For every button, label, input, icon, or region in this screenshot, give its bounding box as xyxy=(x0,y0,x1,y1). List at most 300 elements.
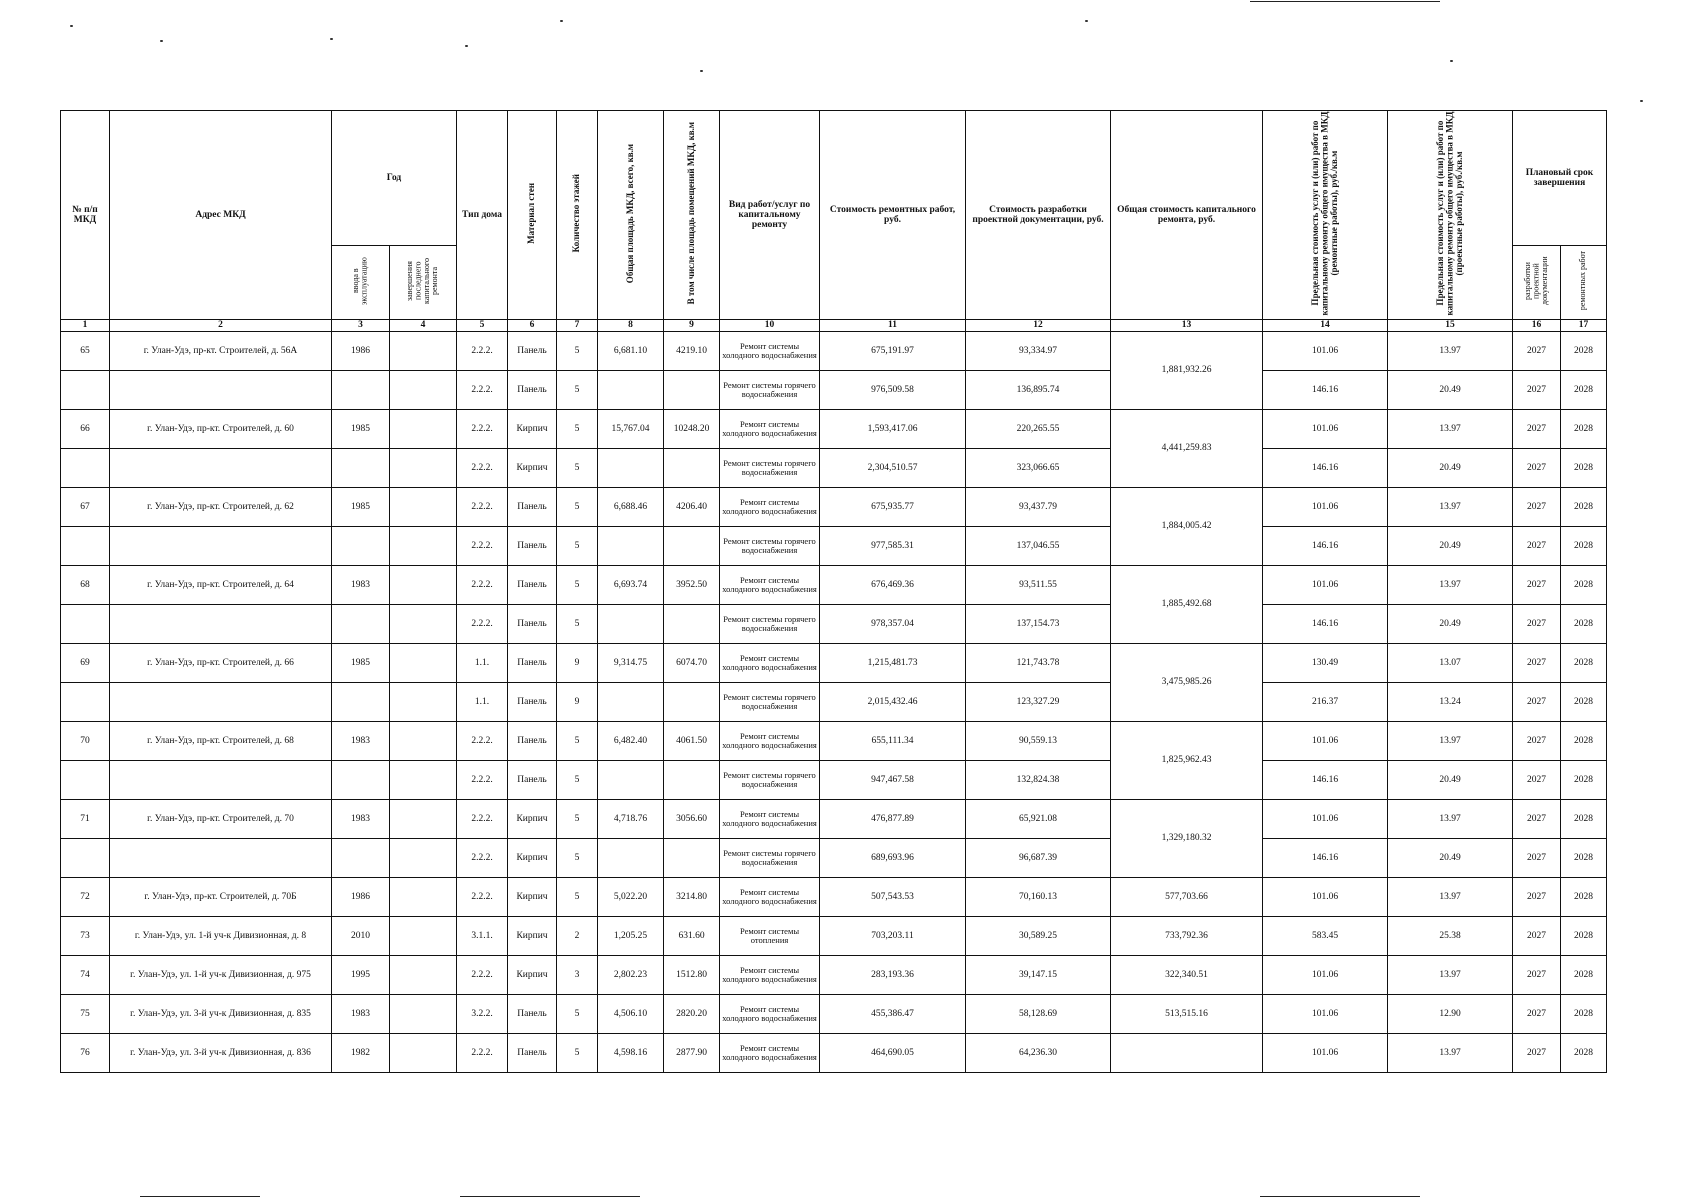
term-design: 2027 xyxy=(1513,877,1561,916)
wall-material: Кирпич xyxy=(508,799,557,838)
house-number: 69 xyxy=(61,643,110,682)
col-header-rooms-area-text: В том числе площадь помещений МКД, кв.м xyxy=(685,122,696,305)
term-repair: 2028 xyxy=(1561,643,1607,682)
table-row xyxy=(61,448,1607,487)
capital-repair-sheet xyxy=(60,110,1607,1073)
work-type: Ремонт системы холодного водоснабжения xyxy=(720,643,820,682)
limit-repair-cost: 101.06 xyxy=(1263,487,1388,526)
house-address xyxy=(110,448,332,487)
column-number: 11 xyxy=(820,320,966,331)
limit-repair-cost: 101.06 xyxy=(1263,994,1388,1033)
floors-count: 5 xyxy=(557,487,598,526)
limit-repair-cost: 146.16 xyxy=(1263,448,1388,487)
year-last-repair xyxy=(390,799,457,838)
col-header-year-last-repair-text: завершения последнего капитального ремонта xyxy=(405,258,440,304)
term-design: 2027 xyxy=(1513,838,1561,877)
term-design: 2027 xyxy=(1513,526,1561,565)
rooms-area: 3056.60 xyxy=(664,799,720,838)
design-cost: 137,046.55 xyxy=(966,526,1111,565)
house-number: 67 xyxy=(61,487,110,526)
house-type: 2.2.2. xyxy=(457,760,508,799)
year-last-repair xyxy=(390,760,457,799)
house-address: г. Улан-Удэ, ул. 3-й уч-к Дивизионная, д. 835 xyxy=(110,994,332,1033)
repair-cost: 976,509.58 xyxy=(820,370,966,409)
rooms-area xyxy=(664,682,720,721)
work-type: Ремонт системы горячего водоснабжения xyxy=(720,448,820,487)
house-address xyxy=(110,760,332,799)
term-repair: 2028 xyxy=(1561,526,1607,565)
house-address: г. Улан-Удэ, ул. 1-й уч-к Дивизионная, д. 975 xyxy=(110,955,332,994)
house-address xyxy=(110,682,332,721)
design-cost: 58,128.69 xyxy=(966,994,1111,1033)
year-last-repair xyxy=(390,331,457,370)
column-number: 1 xyxy=(61,320,110,331)
rooms-area xyxy=(664,604,720,643)
wall-material: Кирпич xyxy=(508,448,557,487)
wall-material: Панель xyxy=(508,682,557,721)
house-type: 2.2.2. xyxy=(457,448,508,487)
repair-cost: 676,469.36 xyxy=(820,565,966,604)
col-header-limit-repair-text: Предельная стоимость услуг и (или) работ по капитальному ремонту общего имущества в МКД (ремонтные работы), руб./кв.м xyxy=(1309,111,1339,316)
rooms-area xyxy=(664,526,720,565)
table-row xyxy=(61,409,1607,448)
year-commissioning: 1983 xyxy=(332,799,390,838)
limit-design-cost: 25.38 xyxy=(1388,916,1513,955)
term-design: 2027 xyxy=(1513,760,1561,799)
col-header-floors-text: Количество этажей xyxy=(571,174,582,253)
design-cost: 121,743.78 xyxy=(966,643,1111,682)
limit-design-cost: 13.97 xyxy=(1388,721,1513,760)
limit-design-cost: 13.97 xyxy=(1388,565,1513,604)
design-cost: 93,334.97 xyxy=(966,331,1111,370)
wall-material: Кирпич xyxy=(508,955,557,994)
year-commissioning: 1985 xyxy=(332,487,390,526)
floors-count: 5 xyxy=(557,370,598,409)
house-number: 68 xyxy=(61,565,110,604)
repair-cost: 464,690.05 xyxy=(820,1033,966,1072)
column-number: 16 xyxy=(1513,320,1561,331)
total-area xyxy=(598,604,664,643)
house-address: г. Улан-Удэ, пр-кт. Строителей, д. 66 xyxy=(110,643,332,682)
design-cost: 220,265.55 xyxy=(966,409,1111,448)
column-number: 7 xyxy=(557,320,598,331)
house-number xyxy=(61,682,110,721)
house-type: 2.2.2. xyxy=(457,370,508,409)
wall-material: Панель xyxy=(508,331,557,370)
col-header-term-design-text: разработки проектной документации xyxy=(1522,256,1549,306)
limit-repair-cost: 101.06 xyxy=(1263,721,1388,760)
column-numbers-row xyxy=(61,320,1607,331)
term-repair: 2028 xyxy=(1561,916,1607,955)
term-repair: 2028 xyxy=(1561,1033,1607,1072)
house-address xyxy=(110,370,332,409)
column-number: 2 xyxy=(110,320,332,331)
house-number xyxy=(61,370,110,409)
year-commissioning xyxy=(332,682,390,721)
year-commissioning: 1985 xyxy=(332,643,390,682)
term-design: 2027 xyxy=(1513,799,1561,838)
work-type: Ремонт системы горячего водоснабжения xyxy=(720,838,820,877)
rooms-area xyxy=(664,370,720,409)
design-cost: 90,559.13 xyxy=(966,721,1111,760)
column-number: 6 xyxy=(508,320,557,331)
col-header-work-type: Вид работ/услуг по капитальному ремонту xyxy=(720,111,820,320)
limit-repair-cost: 216.37 xyxy=(1263,682,1388,721)
repair-cost: 703,203.11 xyxy=(820,916,966,955)
house-type: 2.2.2. xyxy=(457,526,508,565)
work-type: Ремонт системы горячего водоснабжения xyxy=(720,370,820,409)
design-cost: 323,066.65 xyxy=(966,448,1111,487)
column-number: 12 xyxy=(966,320,1111,331)
design-cost: 39,147.15 xyxy=(966,955,1111,994)
work-type: Ремонт системы горячего водоснабжения xyxy=(720,682,820,721)
total-cost: 4,441,259.83 xyxy=(1111,409,1263,487)
wall-material: Панель xyxy=(508,370,557,409)
col-header-design-cost: Стоимость разработки проектной документации, руб. xyxy=(966,111,1111,320)
house-address: г. Улан-Удэ, ул. 1-й уч-к Дивизионная, д. 8 xyxy=(110,916,332,955)
table-row xyxy=(61,838,1607,877)
total-cost: 3,475,985.26 xyxy=(1111,643,1263,721)
term-design: 2027 xyxy=(1513,448,1561,487)
limit-repair-cost: 146.16 xyxy=(1263,604,1388,643)
limit-repair-cost: 146.16 xyxy=(1263,526,1388,565)
floors-count: 5 xyxy=(557,604,598,643)
rooms-area xyxy=(664,760,720,799)
term-design: 2027 xyxy=(1513,643,1561,682)
house-address: г. Улан-Удэ, ул. 3-й уч-к Дивизионная, д. 836 xyxy=(110,1033,332,1072)
house-number xyxy=(61,604,110,643)
term-design: 2027 xyxy=(1513,682,1561,721)
limit-design-cost: 13.97 xyxy=(1388,331,1513,370)
total-area: 6,693.74 xyxy=(598,565,664,604)
floors-count: 2 xyxy=(557,916,598,955)
term-repair: 2028 xyxy=(1561,565,1607,604)
house-number xyxy=(61,526,110,565)
repair-cost: 655,111.34 xyxy=(820,721,966,760)
col-header-total-area-text: Общая площадь МКД, всего, кв.м xyxy=(624,143,635,284)
limit-repair-cost: 130.49 xyxy=(1263,643,1388,682)
total-cost: 733,792.36 xyxy=(1111,916,1263,955)
design-cost: 136,895.74 xyxy=(966,370,1111,409)
work-type: Ремонт системы холодного водоснабжения xyxy=(720,955,820,994)
house-address: г. Улан-Удэ, пр-кт. Строителей, д. 70Б xyxy=(110,877,332,916)
year-last-repair xyxy=(390,916,457,955)
total-area: 9,314.75 xyxy=(598,643,664,682)
rooms-area: 1512.80 xyxy=(664,955,720,994)
year-commissioning: 1995 xyxy=(332,955,390,994)
limit-design-cost: 13.97 xyxy=(1388,409,1513,448)
col-header-address: Адрес МКД xyxy=(110,111,332,320)
house-type: 2.2.2. xyxy=(457,955,508,994)
term-design: 2027 xyxy=(1513,487,1561,526)
work-type: Ремонт системы горячего водоснабжения xyxy=(720,760,820,799)
year-commissioning: 1983 xyxy=(332,565,390,604)
year-last-repair xyxy=(390,838,457,877)
house-type: 1.1. xyxy=(457,643,508,682)
year-last-repair xyxy=(390,682,457,721)
house-number: 66 xyxy=(61,409,110,448)
col-header-planned-term: Плановый срок завершения xyxy=(1513,111,1607,246)
house-type: 2.2.2. xyxy=(457,487,508,526)
wall-material: Кирпич xyxy=(508,877,557,916)
column-number: 15 xyxy=(1388,320,1513,331)
year-commissioning: 1982 xyxy=(332,1033,390,1072)
house-number: 72 xyxy=(61,877,110,916)
scan-dot xyxy=(1450,60,1453,62)
term-repair: 2028 xyxy=(1561,877,1607,916)
repair-cost: 507,543.53 xyxy=(820,877,966,916)
floors-count: 5 xyxy=(557,994,598,1033)
limit-repair-cost: 583.45 xyxy=(1263,916,1388,955)
floors-count: 5 xyxy=(557,838,598,877)
col-header-floors xyxy=(557,111,598,320)
total-area: 6,482.40 xyxy=(598,721,664,760)
rooms-area: 2877.90 xyxy=(664,1033,720,1072)
wall-material: Кирпич xyxy=(508,838,557,877)
wall-material: Панель xyxy=(508,643,557,682)
scan-dot xyxy=(700,70,703,72)
limit-design-cost: 20.49 xyxy=(1388,526,1513,565)
term-design: 2027 xyxy=(1513,604,1561,643)
term-design: 2027 xyxy=(1513,565,1561,604)
floors-count: 3 xyxy=(557,955,598,994)
term-repair: 2028 xyxy=(1561,721,1607,760)
limit-repair-cost: 146.16 xyxy=(1263,760,1388,799)
design-cost: 30,589.25 xyxy=(966,916,1111,955)
col-header-wall-material-text: Материал стен xyxy=(526,183,537,244)
table-row xyxy=(61,682,1607,721)
table-row xyxy=(61,799,1607,838)
total-cost: 1,884,005.42 xyxy=(1111,487,1263,565)
col-header-house-type: Тип дома xyxy=(457,111,508,320)
total-area xyxy=(598,682,664,721)
house-address: г. Улан-Удэ, пр-кт. Строителей, д. 56А xyxy=(110,331,332,370)
work-type: Ремонт системы холодного водоснабжения xyxy=(720,565,820,604)
wall-material: Панель xyxy=(508,526,557,565)
year-commissioning xyxy=(332,838,390,877)
total-cost: 513,515.16 xyxy=(1111,994,1263,1033)
rooms-area: 4206.40 xyxy=(664,487,720,526)
total-area xyxy=(598,526,664,565)
col-header-rooms-area xyxy=(664,111,720,320)
floors-count: 5 xyxy=(557,760,598,799)
wall-material: Панель xyxy=(508,994,557,1033)
year-commissioning xyxy=(332,760,390,799)
rooms-area: 4219.10 xyxy=(664,331,720,370)
limit-design-cost: 13.97 xyxy=(1388,799,1513,838)
col-header-year-last-repair xyxy=(390,246,457,320)
limit-repair-cost: 101.06 xyxy=(1263,409,1388,448)
house-type: 3.1.1. xyxy=(457,916,508,955)
repair-cost: 689,693.96 xyxy=(820,838,966,877)
wall-material: Панель xyxy=(508,565,557,604)
work-type: Ремонт системы холодного водоснабжения xyxy=(720,331,820,370)
term-design: 2027 xyxy=(1513,1033,1561,1072)
scan-line xyxy=(1260,1196,1420,1197)
design-cost: 123,327.29 xyxy=(966,682,1111,721)
table-row xyxy=(61,565,1607,604)
scan-dot xyxy=(330,38,333,40)
term-design: 2027 xyxy=(1513,916,1561,955)
limit-design-cost: 13.97 xyxy=(1388,1033,1513,1072)
limit-design-cost: 13.97 xyxy=(1388,877,1513,916)
repair-cost: 283,193.36 xyxy=(820,955,966,994)
wall-material: Панель xyxy=(508,1033,557,1072)
year-last-repair xyxy=(390,370,457,409)
col-header-year: Год xyxy=(332,111,457,246)
year-commissioning xyxy=(332,604,390,643)
design-cost: 132,824.38 xyxy=(966,760,1111,799)
limit-design-cost: 13.24 xyxy=(1388,682,1513,721)
total-cost: 1,825,962.43 xyxy=(1111,721,1263,799)
limit-repair-cost: 101.06 xyxy=(1263,1033,1388,1072)
term-repair: 2028 xyxy=(1561,448,1607,487)
limit-design-cost: 20.49 xyxy=(1388,760,1513,799)
house-number: 65 xyxy=(61,331,110,370)
house-type: 2.2.2. xyxy=(457,838,508,877)
table-row xyxy=(61,760,1607,799)
column-number: 10 xyxy=(720,320,820,331)
repair-cost: 1,215,481.73 xyxy=(820,643,966,682)
repair-cost: 2,304,510.57 xyxy=(820,448,966,487)
term-repair: 2028 xyxy=(1561,370,1607,409)
work-type: Ремонт системы холодного водоснабжения xyxy=(720,1033,820,1072)
limit-design-cost: 13.07 xyxy=(1388,643,1513,682)
table-row xyxy=(61,487,1607,526)
scan-dot xyxy=(70,25,73,27)
year-last-repair xyxy=(390,643,457,682)
total-area xyxy=(598,448,664,487)
house-type: 2.2.2. xyxy=(457,331,508,370)
total-area: 4,718.76 xyxy=(598,799,664,838)
house-type: 2.2.2. xyxy=(457,1033,508,1072)
house-number: 76 xyxy=(61,1033,110,1072)
house-type: 2.2.2. xyxy=(457,565,508,604)
design-cost: 93,437.79 xyxy=(966,487,1111,526)
wall-material: Панель xyxy=(508,487,557,526)
table-row xyxy=(61,526,1607,565)
table-row xyxy=(61,877,1607,916)
work-type: Ремонт системы отопления xyxy=(720,916,820,955)
col-header-number: № п/п МКД xyxy=(61,111,110,320)
term-repair: 2028 xyxy=(1561,994,1607,1033)
design-cost: 93,511.55 xyxy=(966,565,1111,604)
total-area: 4,598.16 xyxy=(598,1033,664,1072)
year-last-repair xyxy=(390,721,457,760)
design-cost: 65,921.08 xyxy=(966,799,1111,838)
rooms-area: 3214.80 xyxy=(664,877,720,916)
floors-count: 5 xyxy=(557,799,598,838)
house-number: 74 xyxy=(61,955,110,994)
floors-count: 5 xyxy=(557,565,598,604)
house-number xyxy=(61,838,110,877)
work-type: Ремонт системы горячего водоснабжения xyxy=(720,604,820,643)
scan-line xyxy=(1250,1,1440,2)
house-number: 73 xyxy=(61,916,110,955)
house-number: 75 xyxy=(61,994,110,1033)
house-type: 2.2.2. xyxy=(457,721,508,760)
term-repair: 2028 xyxy=(1561,760,1607,799)
total-area: 1,205.25 xyxy=(598,916,664,955)
term-repair: 2028 xyxy=(1561,682,1607,721)
year-last-repair xyxy=(390,1033,457,1072)
column-number: 4 xyxy=(390,320,457,331)
col-header-wall-material xyxy=(508,111,557,320)
term-repair: 2028 xyxy=(1561,409,1607,448)
work-type: Ремонт системы холодного водоснабжения xyxy=(720,487,820,526)
repair-cost: 2,015,432.46 xyxy=(820,682,966,721)
house-address xyxy=(110,604,332,643)
scan-dot xyxy=(465,45,468,47)
scan-line xyxy=(140,1196,260,1197)
floors-count: 5 xyxy=(557,409,598,448)
table-row xyxy=(61,955,1607,994)
limit-repair-cost: 146.16 xyxy=(1263,370,1388,409)
scan-dot xyxy=(160,40,163,42)
col-header-term-repair xyxy=(1561,246,1607,320)
term-design: 2027 xyxy=(1513,370,1561,409)
house-number xyxy=(61,760,110,799)
house-address: г. Улан-Удэ, пр-кт. Строителей, д. 64 xyxy=(110,565,332,604)
scan-dot xyxy=(560,20,563,22)
repair-cost: 675,191.97 xyxy=(820,331,966,370)
year-commissioning xyxy=(332,526,390,565)
year-last-repair xyxy=(390,604,457,643)
term-design: 2027 xyxy=(1513,955,1561,994)
capital-repair-table xyxy=(60,110,1607,1073)
floors-count: 9 xyxy=(557,682,598,721)
term-repair: 2028 xyxy=(1561,799,1607,838)
table-row xyxy=(61,643,1607,682)
term-repair: 2028 xyxy=(1561,838,1607,877)
total-cost: 1,881,932.26 xyxy=(1111,331,1263,409)
repair-cost: 977,585.31 xyxy=(820,526,966,565)
total-area: 5,022.20 xyxy=(598,877,664,916)
floors-count: 5 xyxy=(557,877,598,916)
year-last-repair xyxy=(390,565,457,604)
house-type: 2.2.2. xyxy=(457,409,508,448)
wall-material: Панель xyxy=(508,721,557,760)
rooms-area: 6074.70 xyxy=(664,643,720,682)
repair-cost: 947,467.58 xyxy=(820,760,966,799)
header-row-1 xyxy=(61,111,1607,246)
total-area: 6,688.46 xyxy=(598,487,664,526)
column-number: 8 xyxy=(598,320,664,331)
total-area: 15,767.04 xyxy=(598,409,664,448)
total-area: 4,506.10 xyxy=(598,994,664,1033)
table-row xyxy=(61,331,1607,370)
wall-material: Кирпич xyxy=(508,409,557,448)
floors-count: 9 xyxy=(557,643,598,682)
house-address: г. Улан-Удэ, пр-кт. Строителей, д. 62 xyxy=(110,487,332,526)
col-header-total-cost: Общая стоимость капитального ремонта, руб. xyxy=(1111,111,1263,320)
table-row xyxy=(61,604,1607,643)
rooms-area: 3952.50 xyxy=(664,565,720,604)
repair-cost: 1,593,417.06 xyxy=(820,409,966,448)
repair-cost: 476,877.89 xyxy=(820,799,966,838)
total-area xyxy=(598,760,664,799)
col-header-term-design xyxy=(1513,246,1561,320)
wall-material: Панель xyxy=(508,604,557,643)
work-type: Ремонт системы холодного водоснабжения xyxy=(720,799,820,838)
term-design: 2027 xyxy=(1513,994,1561,1033)
floors-count: 5 xyxy=(557,721,598,760)
wall-material: Панель xyxy=(508,760,557,799)
floors-count: 5 xyxy=(557,331,598,370)
year-commissioning: 1985 xyxy=(332,409,390,448)
repair-cost: 978,357.04 xyxy=(820,604,966,643)
total-area xyxy=(598,370,664,409)
